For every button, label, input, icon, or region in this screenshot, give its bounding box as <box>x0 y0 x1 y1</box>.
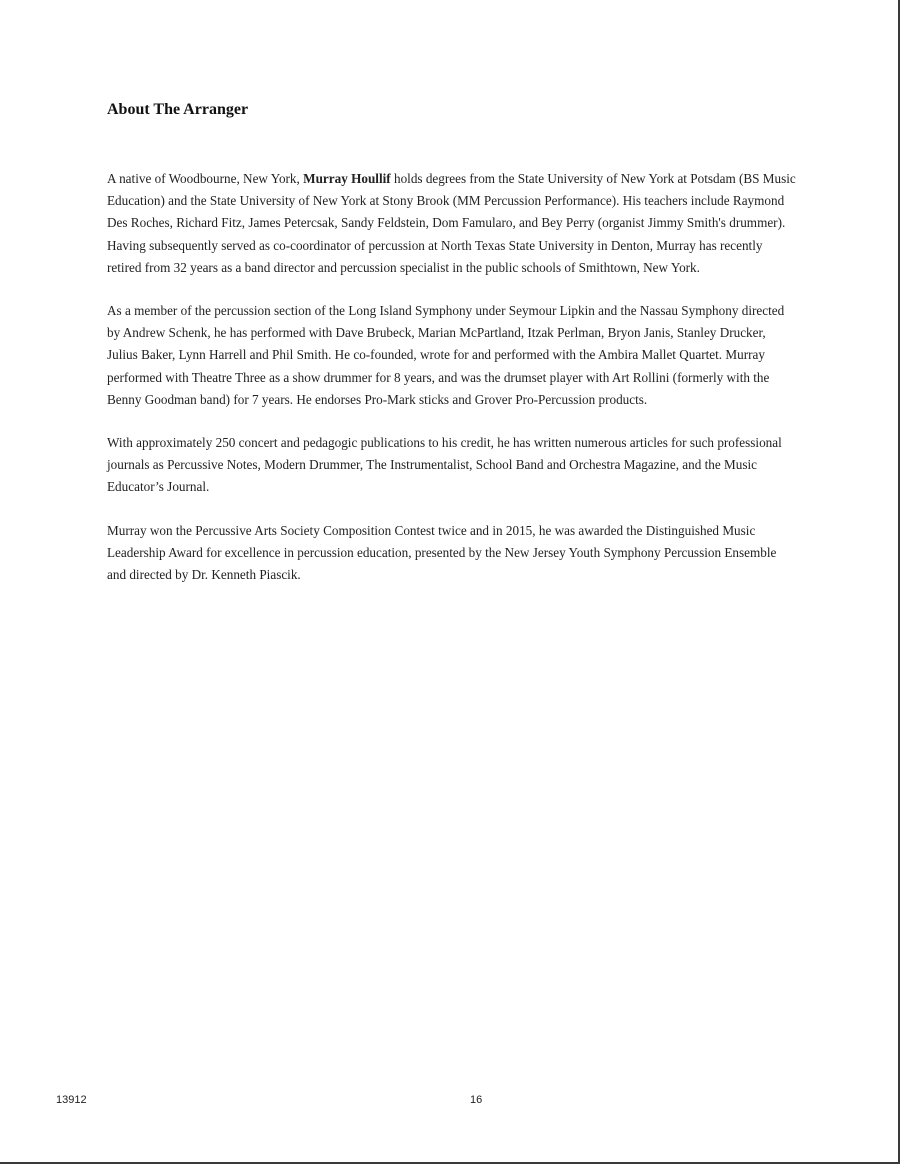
paragraph-1-after: holds degrees from the State University of New York at Potsdam (BS Music Education) and the State University of New York at Stony Brook (MM Percussion Performance). His teachers include Raymond Des Roches, Richard Fitz, James Petercsak, Sandy Feldstein, Dom Famularo, and Bey Perry (organist Jimmy Smith's drummer). Having subsequently served as co-coordinator of percussion at North Texas State University in Denton, Murray has recently retired from 32 years as a band director and percussion specialist in the public schools of Smithtown, New York. <box>107 171 796 275</box>
paragraph-performance: As a member of the percussion section of the Long Island Symphony under Seymour Lipkin and the Nassau Symphony directed by Andrew Schenk, he has performed with Dave Brubeck, Marian McPartland, Itzak Perlman, Bryon Janis, Stanley Drucker, Julius Baker, Lynn Harrell and Phil Smith. He co-founded, wrote for and performed with the Ambira Mallet Quartet. Murray performed with Theatre Three as a show drummer for 8 years, and was the drumset player with Art Rollini (formerly with the Benny Goodman band) for 7 years. He endorses Pro-Mark sticks and Grover Pro-Percussion products. <box>107 303 785 407</box>
page-number: 16 <box>470 1094 483 1106</box>
paragraph-publications: With approximately 250 concert and pedagogic publications to his credit, he has written numerous articles for such professional journals as Percussive Notes, Modern Drummer, The Instrumentalist, School Band and Orchestra Magazine, and the Music Educator’s Journal. <box>107 435 782 495</box>
body-text <box>107 168 797 607</box>
paragraph-biography <box>107 168 797 279</box>
arranger-name: Murray Houllif <box>303 171 391 186</box>
paragraph-1-before: A native of Woodbourne, New York, <box>107 171 304 186</box>
catalog-number: 13912 <box>56 1094 87 1106</box>
page-heading: About The Arranger <box>107 101 249 118</box>
paragraph-awards: Murray won the Percussive Arts Society Composition Contest twice and in 2015, he was awarded the Distinguished Music Leadership Award for excellence in percussion education, presented by the New Jersey Youth Symphony Percussion Ensemble and directed by Dr. Kenneth Piascik. <box>107 522 777 583</box>
